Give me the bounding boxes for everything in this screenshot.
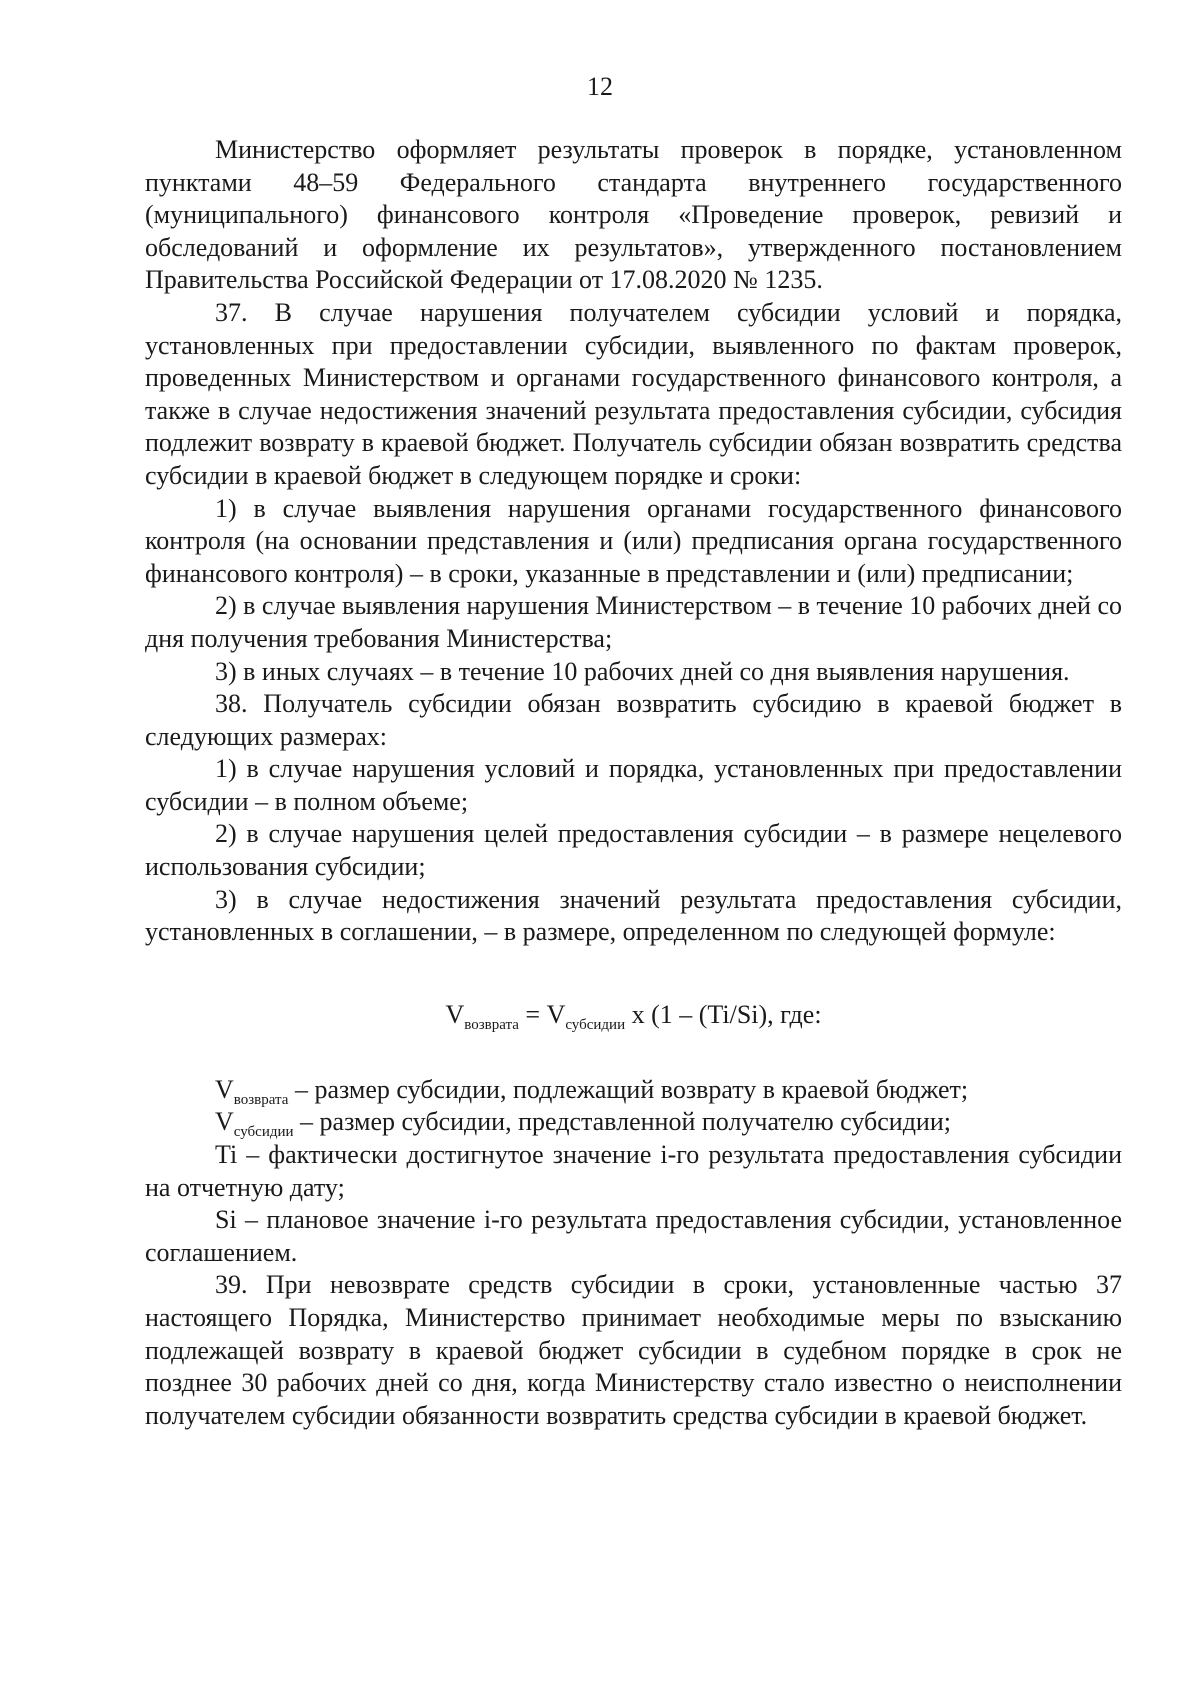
paragraph-intro: Министерство оформляет результаты проверок в порядке, установленном пунктами 48–59 Федерального стандарта внутреннего государственного (муниципального) финансового контроля «Проведение проверок, ревизий и обследований и оформление их результатов», утвержденного постановлением Правительства Российской Федерации от 17.08.2020 № 1235. (145, 135, 1122, 295)
definition-symbol: V (215, 1074, 234, 1104)
document-body (145, 134, 1122, 1432)
paragraph-37-item-1: 1) в случае выявления нарушения органами государственного финансового контроля (на основании представления и (или) предписания органа государственного финансового контроля) – в сроки, указанные в представлении и (или) предписании; (145, 493, 1122, 588)
formula-rhs-subscript: субсидии (565, 1016, 626, 1033)
paragraph-38-item-1: 1) в случае нарушения условий и порядка, установленных при предоставлении субсидии – в полном объеме; (145, 754, 1122, 816)
formula (145, 999, 1122, 1031)
formula-equals: = (518, 999, 547, 1029)
paragraph-38-item-3: 3) в случае недостижения значений результата предоставления субсидии, установленных в соглашении, – в размере, определенном по следующей формуле: (145, 884, 1122, 947)
definition-si: Si – плановое значение i-го результата предоставления субсидии, установленное соглашением. (145, 1205, 1122, 1267)
formula-rhs: V (546, 999, 566, 1029)
definition-v-subsidy (145, 1106, 1122, 1139)
paragraph-38-item-2: 2) в случае нарушения целей предоставления субсидии – в размере нецелевого использования субсидии; (145, 819, 1122, 882)
page-number: 12 (587, 72, 613, 101)
definition-text: – размер субсидии, представленной получателю субсидии; (293, 1107, 951, 1137)
definition-text: – размер субсидии, подлежащий возврату в краевой бюджет; (288, 1074, 969, 1104)
definition-subscript: субсидии (233, 1124, 294, 1141)
paragraph-37-item-2: 2) в случае выявления нарушения Министерством – в течение 10 рабочих дней со дня получения требования Министерства; (145, 591, 1123, 653)
formula-lhs: V (445, 999, 465, 1029)
paragraph-38: 38. Получатель субсидии обязан возвратить субсидию в краевой бюджет в следующих размерах: (145, 689, 1122, 751)
definition-ti: Ti – фактически достигнутое значение i-го результата предоставления субсидии на отчетную дату; (145, 1140, 1122, 1202)
paragraph-37: 37. В случае нарушения получателем субсидии условий и порядка, установленных при предоставлении субсидии, выявленного по фактам проверок, проведенных Министерством и органами государственного финансового контроля, а также в случае недостижения значений результата предоставления субсидии, субсидия подлежит возврату в краевой бюджет. Получатель субсидии обязан возвратить средства субсидии в краевой бюджет в следующем порядке и сроки: (145, 297, 1122, 490)
paragraph-37-item-3: 3) в иных случаях – в течение 10 рабочих дней со дня выявления нарушения. (215, 656, 1070, 686)
definition-subscript: возврата (233, 1091, 289, 1108)
formula-tail: х (1 – (Ti/Si), где: (625, 999, 822, 1029)
definition-v-return (145, 1074, 1122, 1107)
formula-lhs-subscript: возврата (464, 1016, 519, 1033)
paragraph-39: 39. При невозврате средств субсидии в сроки, установленные частью 37 настоящего Порядка, Министерство принимает необходимые меры по взысканию подлежащей возврату в краевой бюджет субсидии в судебном порядке в срок не позднее 30 рабочих дней со дня, когда Министерству стало известно о неисполнении получателем субсидии обязанности возвратить средства субсидии в краевой бюджет. (145, 1270, 1122, 1430)
definition-symbol: V (215, 1107, 234, 1137)
